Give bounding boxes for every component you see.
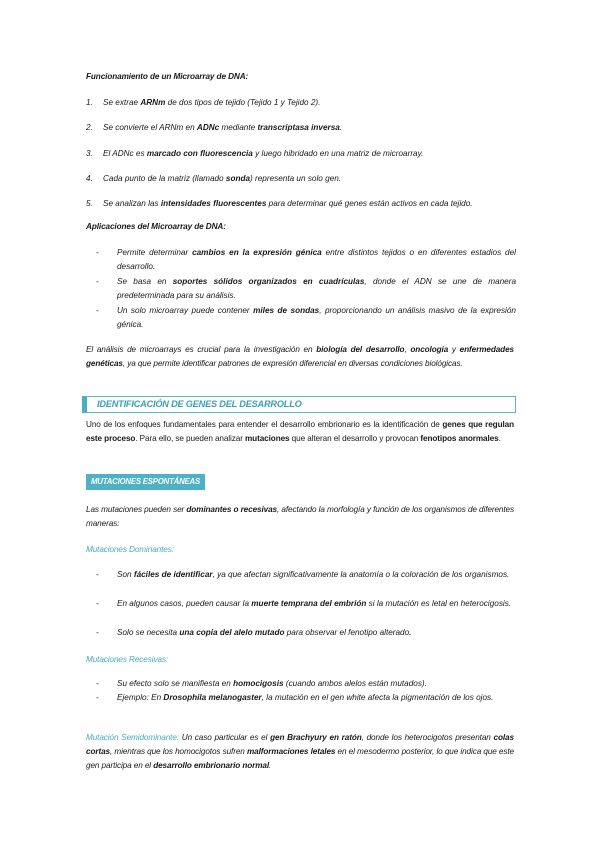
recessive-heading: Mutaciones Recesivas:: [86, 655, 169, 664]
microarray-summary: El análisis de microarrays es crucial para la investigación en biología del desarrollo, oncología y enfermedades genéticas, ya que permite identificar patrones de expresión diferencial en diversas condiciones biológicas.: [86, 345, 514, 368]
semidominant-paragraph: Mutación Semidominante: Un caso particular es el gen Brachyury en ratón, donde los heterocigotos presentan colas cortas, mientras que los homocigotos sufren malformaciones letales en el mesodermo posterior, lo que indica que este gen participa en el desarrollo embrionario normal.: [86, 733, 515, 770]
document-page: Funcionamiento de un Microarray de DNA: 1. Se extrae ARNm de dos tipos de tejido (Tejido 1 y Tejido 2). 2. Se convierte el ARNm en ADNc mediante transcriptasa inversa. 3. El ADNc es marcado con fluorescencia y luego hibridado en una matriz de microarray. 4. Cada punto de la matriz (llamado sonda) representa un solo gen. 5. Se analizan las intensidades fluorescentes para determinar qué genes están activos en cada tejido. Aplicaciones del Microarray de DNA: - Permite determinar cambios en la expresión génica entre distintos tejidos o en diferentes estadios del desarrollo. - Se basa en soportes sólidos organizados en cuadrículas, donde el ADN se une de manera predeterminada para su análisis. - Un solo microarray puede contener miles de sondas, proporcionando un análisis masivo de la expresión génica. El análisis de microarrays es crucial para la investigación en biología del desarrollo, oncología y enfermedades genéticas, ya que permite identificar patrones de expresión diferencial en diversas condiciones biológicas. IDENTIFICACIÓN DE GENES DEL DESARROLLO Uno de los enfoques fundamentales para entender el desarrollo embrionario es la identificación de genes que regulan este proceso. Para ello, se pueden analizar mutaciones que alteran el desarrollo y provocan fenotipos anormales. MUTACIONES ESPONTÁNEAS Las mutaciones pueden ser dominantes o recesivas, afectando la morfología y función de los organismos de diferentes maneras: Mutaciones Dominantes: - Son fáciles de identificar, ya que afectan significativamente la anatomía o la coloración de los organismos. - En algunos casos, pueden causar la muerte temprana del embrión si la mutación es letal en heterocigosis. - Solo se necesita una copia del alelo mutado para observar el fenotipo alterado. Mutaciones Recesivas: - Su efecto solo se manifiesta en homocigosis (cuando ambos alelos están mutados). - Ejemplo: En Drosophila melanogaster, la mutación en el gen white afecta la pigmentación de los ojos. Mutación Semidominante: Un caso particular es el gen Brachyury en ratón, donde los heterocigotos presentan colas cortas, mientras que los homocigotos sufren malformaciones letales en el mesodermo posterior, lo que indica que este gen participa en el desarrollo embrionario normal.: [0, 0, 599, 848]
section-header: [82, 396, 516, 413]
microarray-heading: Funcionamiento de un Microarray de DNA:: [86, 72, 249, 81]
section-intro: Uno de los enfoques fundamentales para entender el desarrollo embrionario es la identificación de genes que regulan este proceso. Para ello, se pueden analizar mutaciones que alteran el desarrollo y provocan fenotipos anormales.: [86, 420, 514, 443]
dominant-heading: Mutaciones Dominantes:: [86, 545, 174, 554]
applications-heading: Aplicaciones del Microarray de DNA:: [86, 222, 226, 231]
section-title: IDENTIFICACIÓN DE GENES DEL DESARROLLO: [97, 399, 302, 409]
subsection-badge: MUTACIONES ESPONTÁNEAS: [86, 474, 205, 490]
semidominant-label: Mutación Semidominante:: [86, 733, 179, 742]
mutations-intro: Las mutaciones pueden ser dominantes o recesivas, afectando la morfología y función de los organismos de diferentes maneras:: [86, 505, 514, 528]
